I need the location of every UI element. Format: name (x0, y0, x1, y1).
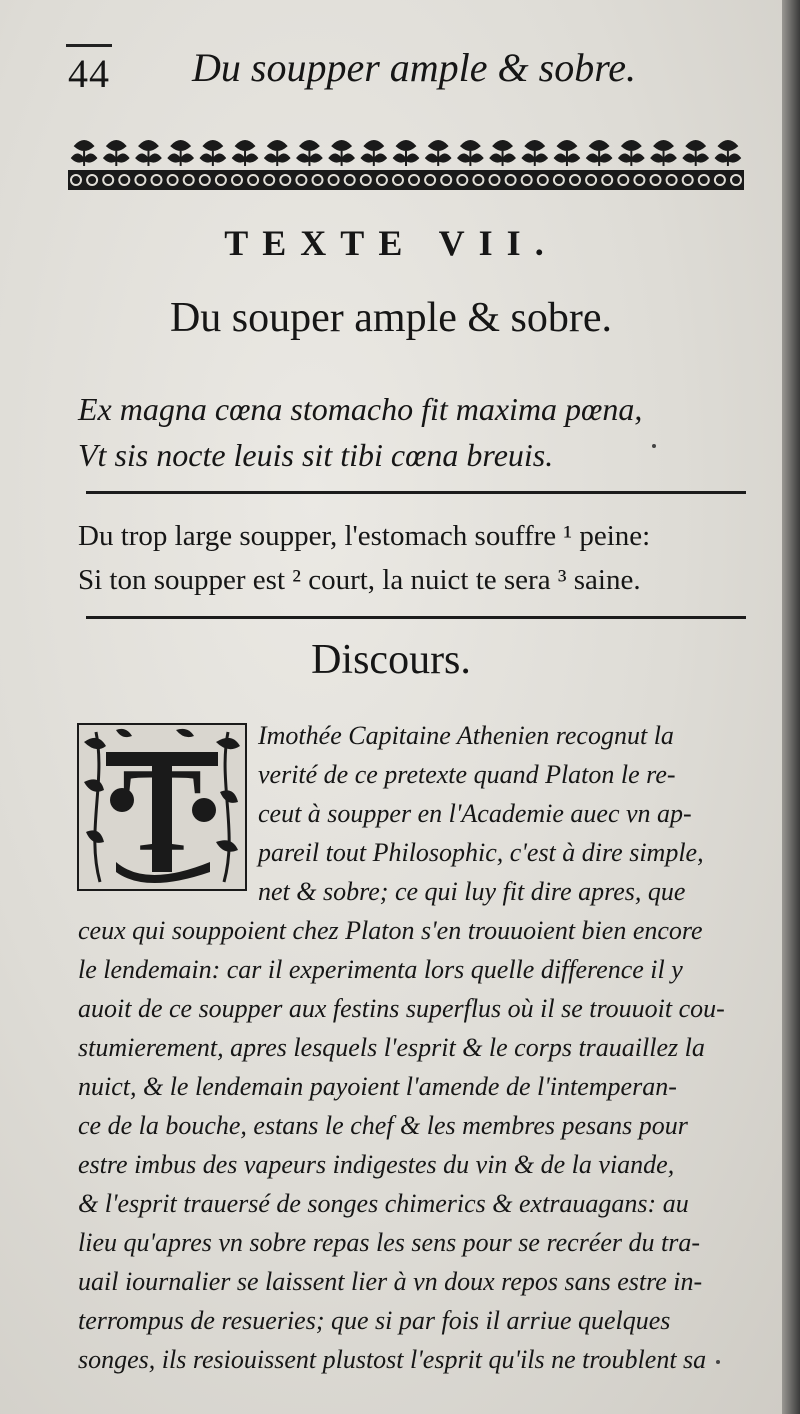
french-verse-line: Du trop large soupper, l'estomach souffre ¹ peine: (78, 520, 651, 552)
body-line: ce de la bouche, estans le chef & les membres pesans pour (78, 1111, 688, 1140)
body-line: & l'esprit trauersé de songes chimerics & extrauagans: au (78, 1189, 689, 1218)
svg-text:T: T (121, 743, 203, 876)
paper-speck (716, 1360, 720, 1364)
body-line: estre imbus des vapeurs indigestes du vin & de la viande, (78, 1150, 675, 1179)
latin-verse-line: Ex magna cœna stomacho fit maxima pœna, (78, 391, 643, 427)
body-line: auoit de ce soupper aux festins superflus où il se trouuoit cou- (78, 994, 725, 1023)
body-line: ceux qui souppoient chez Platon s'en trouuoient bien encore (78, 916, 703, 945)
latin-verses (78, 386, 738, 478)
texte-heading: TEXTE VII. (224, 223, 558, 263)
body-line: ceut à soupper en l'Academie auec vn ap- (258, 799, 692, 828)
body-line: Imothée Capitaine Athenien recognut la (258, 721, 674, 750)
running-title: Du soupper ample & sobre. (192, 45, 637, 90)
page-gutter-shadow (782, 0, 800, 1414)
body-line: stumierement, apres lesquels l'esprit & le corps trauaillez la (78, 1033, 705, 1062)
paper-speck (652, 444, 656, 448)
fleuron-band-icon (68, 136, 744, 194)
body-line: verité de ce pretexte quand Platon le re- (258, 760, 676, 789)
french-verse-line: Si ton soupper est ² court, la nuict te sera ³ saine. (78, 564, 641, 596)
body-line: le lendemain: car il experimenta lors quelle difference il y (78, 955, 683, 984)
body-line: net & sobre; ce qui luy fit dire apres, que (258, 877, 686, 906)
french-verses (78, 514, 743, 602)
running-head (62, 40, 742, 94)
body-line: pareil tout Philosophic, c'est à dire simple, (258, 838, 704, 867)
body-line: uail iournalier se laissent lier à vn doux repos sans estre in- (78, 1267, 703, 1296)
body-line: terrompus de resueries; que si par fois il arriue quelques (78, 1306, 671, 1335)
upper-rule (86, 491, 746, 494)
chapter-title: Du souper ample & sobre. (169, 295, 613, 341)
latin-verse-line: Vt sis nocte leuis sit tibi cœna breuis. (78, 437, 554, 473)
body-line: songes, ils resiouissent plustost l'esprit qu'ils ne troublent sa (78, 1345, 707, 1374)
lower-rule (86, 616, 746, 619)
body-line: lieu qu'apres vn sobre repas les sens pour se recréer du tra- (78, 1228, 701, 1257)
body-line: nuict, & le lendemain payoient l'amende de l'intemperan- (78, 1072, 677, 1101)
page-number: 44 (68, 51, 110, 96)
discours-body (78, 716, 754, 1379)
discours-heading: Discours. (311, 637, 471, 683)
page-number-rule (66, 44, 112, 47)
headpiece-ornament (68, 136, 744, 194)
